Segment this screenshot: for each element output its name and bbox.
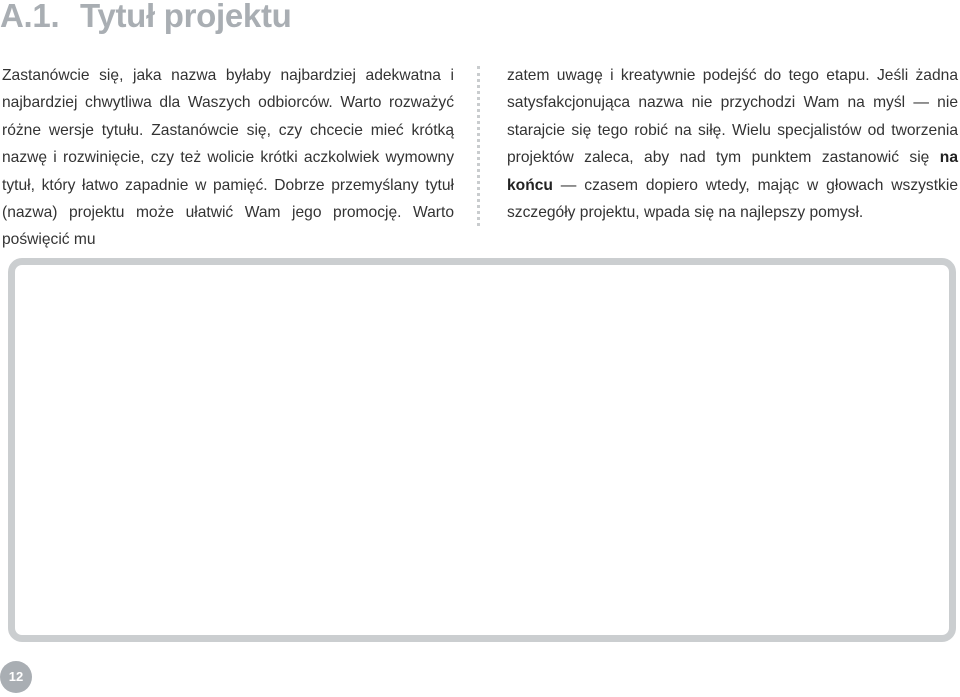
section-heading: [0, 0, 292, 38]
paragraph-left: Zastanówcie się, jaka nazwa byłaby najbardziej adekwatna i najbardziej chwytliwa dla Waszych odbiorców. Warto rozważyć różne wersje tytułu. Zastanówcie się, czy chcecie mieć krótką nazwę i rozwinięcie, czy też wolicie krótki aczkolwiek wymowny tytuł, który łatwo zapadnie w pamięć. Dobrze przemyślany tytuł (nazwa) projektu może ułatwić Wam jego promocję. Warto poświęcić mu: [2, 67, 454, 249]
section-title: Tytuł projektu: [80, 0, 292, 34]
column-divider: [477, 66, 480, 226]
paragraph-right: [507, 62, 958, 226]
text-column-right: [507, 62, 958, 226]
emphasis-na-koncu: na końcu: [507, 149, 958, 194]
section-number: A.1.: [0, 0, 60, 34]
notes-box[interactable]: [8, 258, 956, 642]
page-number-badge: 12: [0, 661, 32, 693]
paragraph-right-end: — czasem dopiero wtedy, mając w głowach wszystkie szczegóły projektu, wpada się na najlepszy pomysł.: [507, 176, 958, 222]
paragraph-right-start: zatem uwagę i kreatywnie podejść do tego etapu. Jeśli żadna satysfakcjonująca nazwa nie przychodzi Wam na myśl — nie starajcie się tego robić na siłę. Wielu specjalistów od tworzenia projektów zaleca, aby nad tym punktem zastanowić się: [507, 67, 958, 167]
text-column-left: [2, 62, 454, 254]
